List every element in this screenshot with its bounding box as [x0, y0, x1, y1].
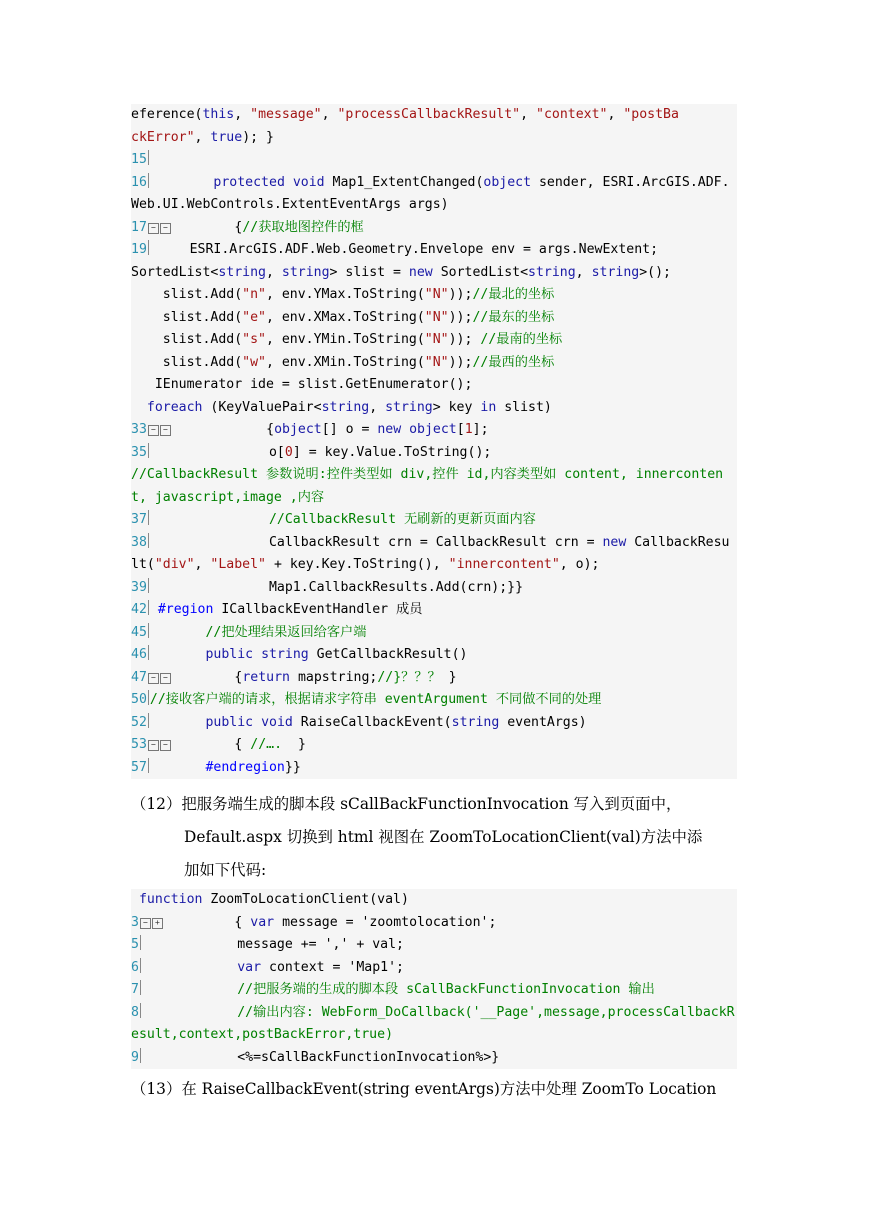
code-line: foreach (KeyValuePair<string, string> key in slist) — [146, 399, 552, 415]
code-line: 57 #endregion}} — [131, 759, 301, 775]
expand-box-icon[interactable]: + — [152, 918, 163, 929]
code-line: 47 − − {return mapstring;//}？？？ } — [131, 669, 457, 685]
code-block-callback-handler — [131, 104, 737, 779]
code-line: 19 ESRI.ArcGIS.ADF.Web.Geometry.Envelope env = args.NewExtent; — [131, 242, 659, 257]
code-line: 5 message += ',' + val; — [131, 937, 404, 952]
guide-bar — [148, 173, 149, 188]
line-number: 8 — [131, 1004, 139, 1020]
code-line: 6 var context = 'Map1'; — [131, 959, 404, 975]
code-comment: //CallbackResult 参数说明:控件类型如 div,控件 id,内容类型如 content, innercontent, javascript,image ,内容 — [131, 467, 724, 505]
line-number: 42 — [131, 602, 147, 617]
code-line: 38 CallbackResult crn = CallbackResult crn = new CallbackResult("div", "Label" + key.Key.ToString(), "innercontent", o); — [131, 534, 730, 572]
line-number: 7 — [131, 982, 139, 997]
code-line: SortedList<string, string> slist = new SortedList<string, string>(); — [131, 264, 671, 280]
paragraph-line: （12）把服务端生成的脚本段 sCallBackFunctionInvocation 写入到页面中， — [131, 795, 682, 813]
line-number: 5 — [131, 937, 139, 952]
paragraph-step-12-cont — [184, 821, 737, 887]
line-number: 16 — [131, 174, 147, 190]
code-line: 8 //输出内容: WebForm_DoCallback('__Page',message,processCallbackResult,context,postBackError,true) — [131, 1004, 735, 1042]
code-line: 39 Map1.CallbackResults.Add(crn);}} — [131, 579, 524, 595]
collapse-box-icon[interactable]: − — [160, 223, 171, 234]
guide-bar — [140, 1003, 141, 1018]
code-line: 37 //CallbackResult 无刷新的更新页面内容 — [131, 512, 536, 527]
paragraph-line: Default.aspx 切换到 html 视图在 ZoomToLocationClient(val)方法中添 — [184, 828, 703, 846]
paragraph-step-13 — [131, 1073, 737, 1106]
code-line: ckError", true); } — [131, 129, 274, 145]
code-line: 35 o[0] = key.Value.ToString(); — [131, 444, 492, 460]
guide-bar — [148, 510, 149, 525]
collapse-box-icon[interactable]: − — [140, 918, 151, 929]
collapse-box-icon[interactable]: − — [160, 673, 171, 684]
line-number: 9 — [131, 1049, 139, 1065]
collapse-box-icon[interactable]: − — [148, 740, 159, 751]
collapse-box-icon[interactable]: − — [148, 673, 159, 684]
collapse-box-icon[interactable]: − — [160, 740, 171, 751]
guide-bar — [140, 935, 141, 950]
code-line: 42 #region ICallbackEventHandler 成员 — [131, 602, 423, 617]
guide-bar — [148, 690, 149, 705]
code-line: 9 <%=sCallBackFunctionInvocation%>} — [131, 1049, 500, 1065]
code-line: 46 public string GetCallbackResult() — [131, 647, 468, 662]
code-line: 33 − − {object[] o = new object[1]; — [131, 422, 489, 437]
code-line: slist.Add("e", env.XMax.ToString("N"));//最东的坐标 — [131, 309, 555, 325]
code-line: 52 public void RaiseCallbackEvent(string eventArgs) — [131, 714, 587, 730]
code-line: IEnumerator ide = slist.GetEnumerator(); — [131, 377, 473, 392]
line-number: 57 — [131, 759, 147, 775]
guide-bar — [148, 600, 149, 615]
code-line: slist.Add("s", env.YMin.ToString("N")); //最南的坐标 — [131, 332, 563, 347]
line-number: 6 — [131, 959, 139, 975]
line-number: 38 — [131, 534, 147, 550]
line-number: 15 — [131, 152, 147, 167]
code-line: eference(this, "message", "processCallbackResult", "context", "postBa — [131, 107, 679, 122]
line-number: 52 — [131, 714, 147, 730]
guide-bar — [148, 578, 149, 593]
line-number: 37 — [131, 512, 147, 527]
code-line: 50 //接收客户端的请求，根据请求字符串 eventArgument 不同做不同的处理 — [131, 692, 602, 707]
line-number: 39 — [131, 579, 147, 595]
line-number: 19 — [131, 242, 147, 257]
paragraph-step-12 — [131, 788, 737, 821]
guide-bar — [140, 980, 141, 995]
code-line: 53 − − { //…. } — [131, 737, 306, 752]
collapse-box-icon[interactable]: − — [148, 223, 159, 234]
paragraph-line: （13）在 RaiseCallbackEvent(string eventArgs)方法中处理 ZoomTo Location — [131, 1080, 717, 1098]
guide-bar — [140, 1048, 141, 1063]
code-line: slist.Add("n", env.YMax.ToString("N"));//最北的坐标 — [131, 287, 555, 302]
line-number: 45 — [131, 624, 147, 640]
guide-bar — [148, 713, 149, 728]
code-line: slist.Add("w", env.XMin.ToString("N"));//最西的坐标 — [131, 354, 555, 370]
line-number: 3 — [131, 914, 139, 930]
line-number: 47 — [131, 669, 147, 685]
code-line: 7 //把服务端的生成的脚本段 sCallBackFunctionInvocation 输出 — [131, 982, 655, 997]
code-line: 17 − − {//获取地图控件的框 — [131, 219, 364, 235]
line-number: 53 — [131, 737, 147, 752]
line-number: 35 — [131, 444, 147, 460]
guide-bar — [148, 758, 149, 773]
guide-bar — [148, 443, 149, 458]
line-number: 33 — [131, 422, 147, 437]
guide-bar — [148, 645, 149, 660]
guide-bar — [148, 240, 149, 255]
code-line: function ZoomToLocationClient(val) — [138, 892, 409, 907]
code-line: 45 //把处理结果返回给客户端 — [131, 624, 367, 640]
line-number: 46 — [131, 647, 147, 662]
code-line: 16 protected void Map1_ExtentChanged(object sender, ESRI.ArcGIS.ADF.Web.UI.WebControls.ExtentEventArgs args) — [131, 174, 730, 212]
code-block-zoom-client — [131, 889, 737, 1069]
guide-bar — [140, 958, 141, 973]
line-number: 17 — [131, 219, 147, 235]
line-number: 50 — [131, 692, 147, 707]
code-line — [131, 149, 737, 172]
paragraph-line: 加如下代码: — [184, 861, 267, 879]
collapse-box-icon[interactable]: − — [160, 425, 171, 436]
guide-bar — [148, 623, 149, 638]
guide-bar — [148, 533, 149, 548]
guide-bar — [148, 150, 149, 165]
code-line: 3 − + { var message = 'zoomtolocation'; — [131, 914, 497, 930]
collapse-box-icon[interactable]: − — [148, 425, 159, 436]
